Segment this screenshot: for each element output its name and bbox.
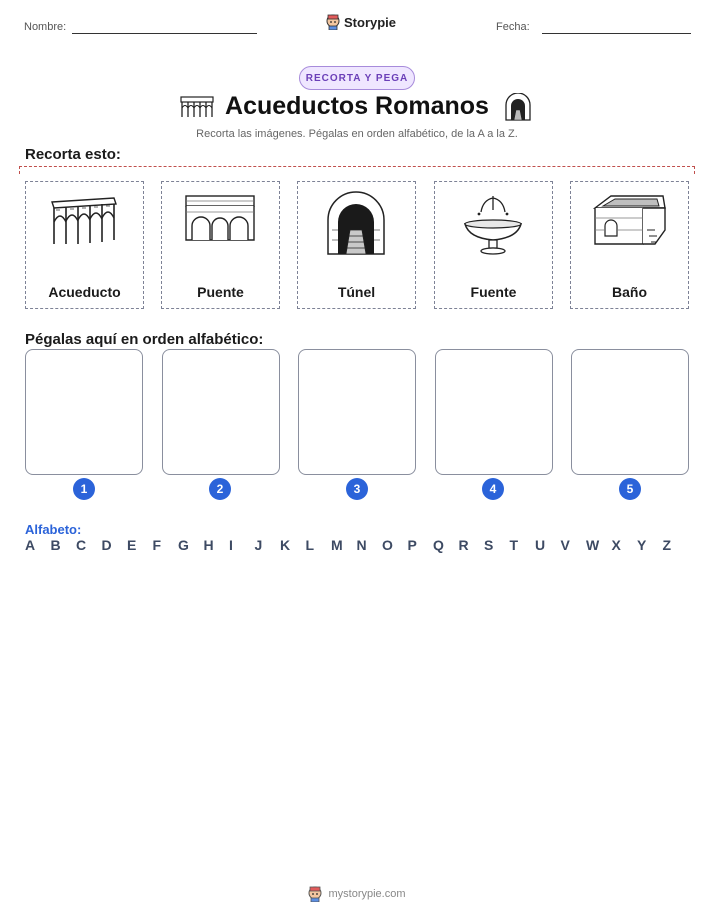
alphabet-letter: V [560, 537, 570, 553]
alphabet-letter: O [382, 537, 393, 553]
alphabet-letter: F [152, 537, 162, 553]
cut-section-heading: Recorta esto: [25, 146, 121, 163]
alphabet-letter: K [280, 537, 291, 553]
brand-name: Storypie [344, 14, 397, 30]
bath-icon [591, 190, 669, 252]
alphabet-letter: X [611, 537, 621, 553]
card-label: Baño [612, 284, 647, 300]
alphabet-letter: P [407, 537, 417, 553]
alphabet-letter: I [229, 537, 233, 553]
cut-card-bano[interactable] [570, 181, 689, 309]
tunnel-icon [318, 190, 394, 256]
alphabet-letter: L [305, 537, 315, 553]
alphabet-letter: J [254, 537, 263, 553]
bridge-icon [182, 190, 258, 250]
alphabet-letter: Y [637, 537, 647, 553]
alphabet-letter: C [76, 537, 87, 553]
cut-line [19, 166, 695, 174]
slot-number: 5 [619, 478, 641, 500]
page-title: Acueductos Romanos [225, 92, 489, 120]
activity-badge: RECORTA Y PEGA [299, 66, 415, 90]
date-label: Fecha: [496, 21, 530, 33]
paste-section-heading: Pégalas aquí en orden alfabético: [25, 331, 264, 348]
alphabet-title: Alfabeto: [25, 522, 82, 537]
card-label: Túnel [337, 284, 376, 300]
date-field[interactable] [542, 33, 691, 34]
paste-slot-4[interactable] [435, 349, 553, 475]
fountain-icon [455, 190, 531, 256]
card-label: Acueducto [48, 284, 121, 300]
alphabet-letter: Z [662, 537, 672, 553]
alphabet-letter: D [101, 537, 112, 553]
alphabet-letter: S [484, 537, 494, 553]
cut-card-fuente[interactable] [434, 181, 553, 309]
slot-number: 1 [73, 478, 95, 500]
slot-number: 4 [482, 478, 504, 500]
name-label: Nombre: [24, 21, 67, 33]
alphabet-row [25, 537, 688, 553]
alphabet-letter: W [586, 537, 600, 553]
footer [0, 886, 714, 902]
alphabet-letter: M [331, 537, 343, 553]
card-label: Fuente [470, 284, 517, 300]
cut-card-acueducto[interactable] [25, 181, 144, 309]
alphabet-letter: N [356, 537, 367, 553]
tunnel-icon [504, 93, 532, 121]
cut-card-tunel[interactable] [297, 181, 416, 309]
brand-logo [326, 14, 396, 30]
alphabet-letter: G [178, 537, 189, 553]
card-label: Puente [197, 284, 244, 300]
paste-slot-3[interactable] [298, 349, 416, 475]
paste-slot-2[interactable] [162, 349, 280, 475]
alphabet-letter: U [535, 537, 546, 553]
instructions: Recorta las imágenes. Pégalas en orden alfabético, de la A a la Z. [196, 128, 518, 140]
alphabet-letter: E [127, 537, 137, 553]
alphabet-letter: H [203, 537, 214, 553]
alphabet-letter: B [50, 537, 61, 553]
paste-slot-5[interactable] [571, 349, 689, 475]
slot-number: 3 [346, 478, 368, 500]
alphabet-letter: A [25, 537, 36, 553]
paste-slot-1[interactable] [25, 349, 143, 475]
slot-number: 2 [209, 478, 231, 500]
storypie-mascot-icon [308, 886, 322, 902]
alphabet-letter: Q [433, 537, 444, 553]
aqueduct-icon [46, 190, 122, 250]
alphabet-letter: T [509, 537, 519, 553]
name-field[interactable] [72, 33, 257, 34]
footer-site-link[interactable]: mystorypie.com [328, 888, 406, 900]
alphabet-letter: R [458, 537, 469, 553]
storypie-mascot-icon [326, 14, 340, 30]
cut-card-puente[interactable] [161, 181, 280, 309]
